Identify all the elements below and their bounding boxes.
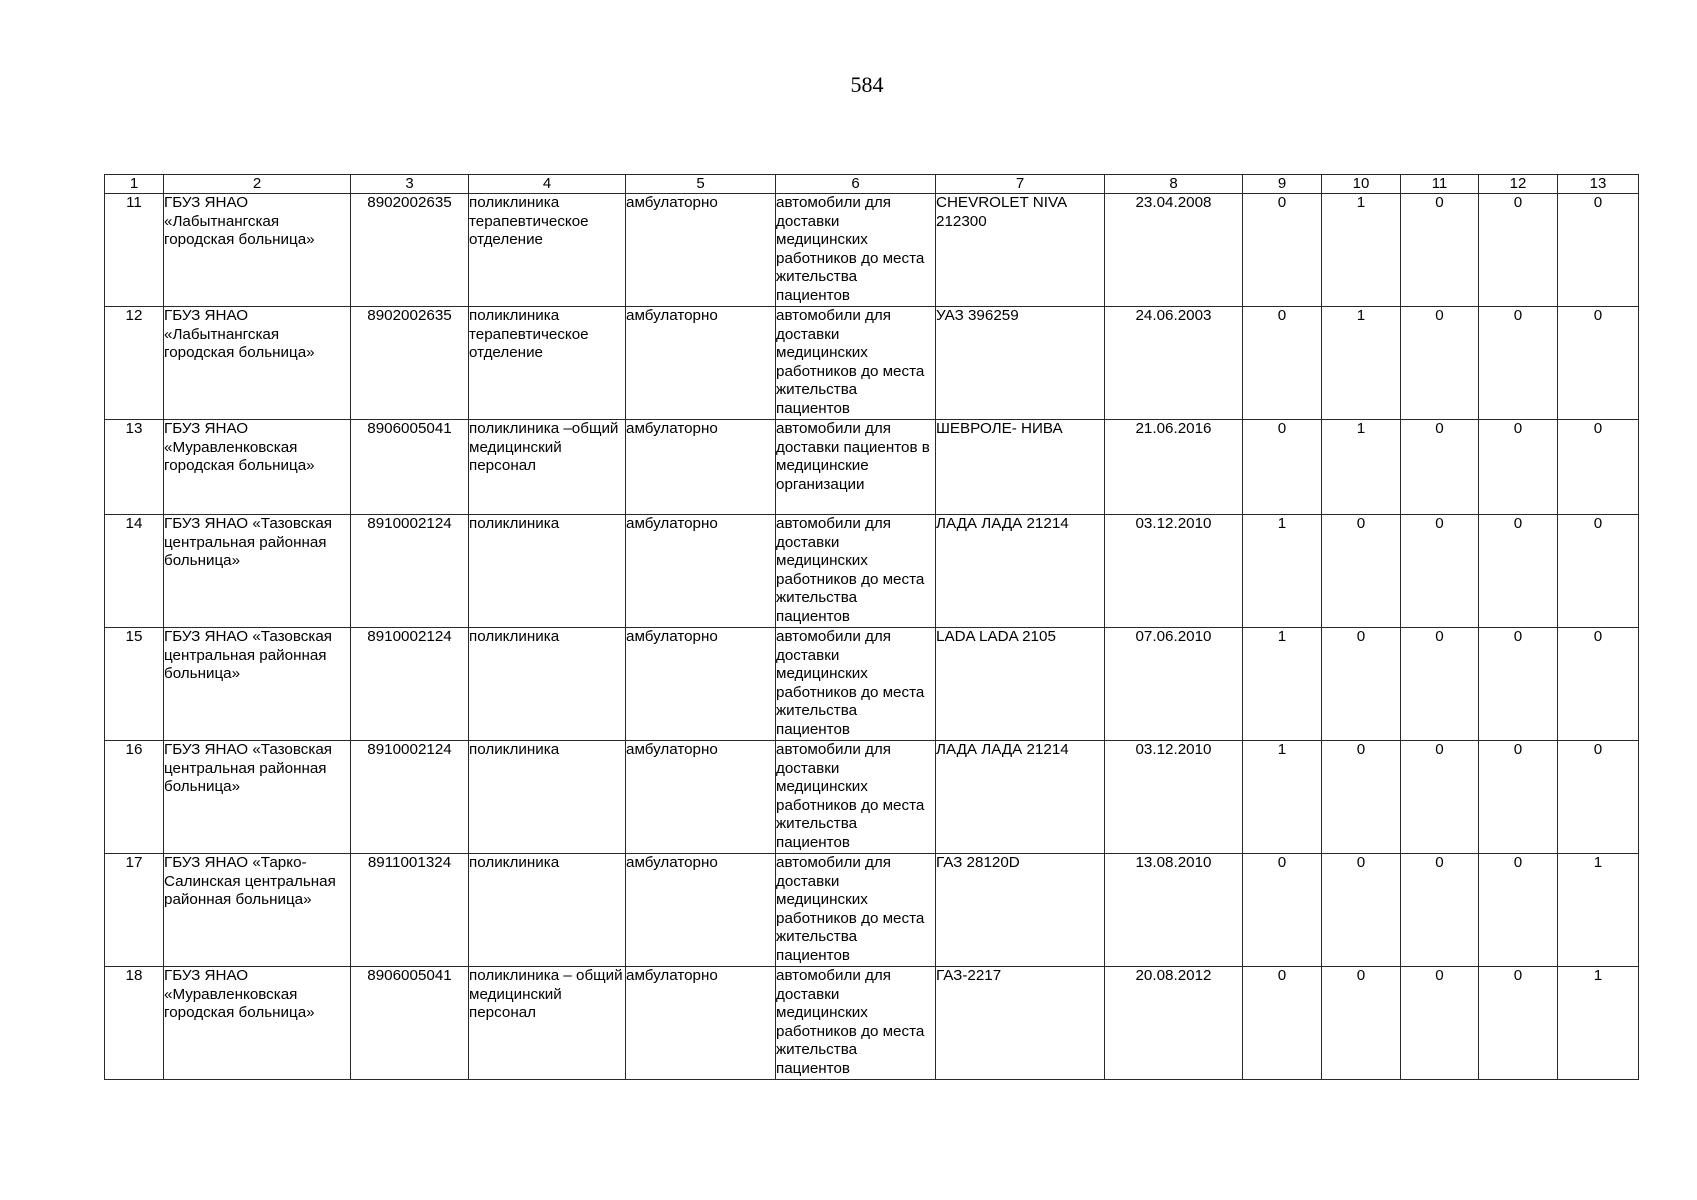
column-header: 2 <box>164 175 351 194</box>
vehicle-cell: ГАЗ-2217 <box>936 967 1105 1080</box>
inn-cell: 8902002635 <box>351 307 469 420</box>
column-header: 7 <box>936 175 1105 194</box>
col13-cell: 0 <box>1558 307 1639 420</box>
col11-cell: 0 <box>1401 515 1479 628</box>
department-cell: поликлиника <box>469 741 626 854</box>
row-number: 13 <box>105 420 164 515</box>
column-header: 11 <box>1401 175 1479 194</box>
col10-cell: 0 <box>1322 854 1401 967</box>
col10-cell: 0 <box>1322 628 1401 741</box>
col11-cell: 0 <box>1401 967 1479 1080</box>
col13-cell: 0 <box>1558 194 1639 307</box>
col9-cell: 1 <box>1243 628 1322 741</box>
col10-cell: 0 <box>1322 741 1401 854</box>
column-header: 10 <box>1322 175 1401 194</box>
header-row <box>105 175 1639 194</box>
vehicle-cell: УАЗ 396259 <box>936 307 1105 420</box>
care-type-cell: амбулаторно <box>626 741 776 854</box>
page-number: 584 <box>850 72 884 97</box>
col9-cell: 0 <box>1243 854 1322 967</box>
organization-cell: ГБУЗ ЯНАО «Тазовская центральная районная больница» <box>164 515 351 628</box>
organization-cell: ГБУЗ ЯНАО «Тазовская центральная районная больница» <box>164 628 351 741</box>
col12-cell: 0 <box>1479 967 1558 1080</box>
inn-cell: 8910002124 <box>351 515 469 628</box>
vehicle-cell: ЛАДА ЛАДА 21214 <box>936 515 1105 628</box>
care-type-cell: амбулаторно <box>626 515 776 628</box>
care-type-cell: амбулаторно <box>626 420 776 515</box>
department-cell: поликлиника –общий медицинский персонал <box>469 420 626 515</box>
row-number: 14 <box>105 515 164 628</box>
organization-cell: ГБУЗ ЯНАО «Муравленковская городская больница» <box>164 967 351 1080</box>
department-cell: поликлиника терапевтическое отделение <box>469 307 626 420</box>
vehicle-cell: CHEVROLET NIVA 212300 <box>936 194 1105 307</box>
column-header: 3 <box>351 175 469 194</box>
organization-cell: ГБУЗ ЯНАО «Муравленковская городская больница» <box>164 420 351 515</box>
date-cell: 03.12.2010 <box>1105 741 1243 854</box>
col9-cell: 1 <box>1243 515 1322 628</box>
table-row <box>105 420 1639 515</box>
inn-cell: 8910002124 <box>351 741 469 854</box>
col13-cell: 1 <box>1558 967 1639 1080</box>
col11-cell: 0 <box>1401 741 1479 854</box>
date-cell: 23.04.2008 <box>1105 194 1243 307</box>
column-header: 4 <box>469 175 626 194</box>
col13-cell: 0 <box>1558 515 1639 628</box>
inn-cell: 8906005041 <box>351 967 469 1080</box>
date-cell: 07.06.2010 <box>1105 628 1243 741</box>
row-number: 11 <box>105 194 164 307</box>
table-row <box>105 515 1639 628</box>
row-number: 18 <box>105 967 164 1080</box>
purpose-cell: автомобили для доставки медицинских работников до места жительства пациентов <box>776 967 936 1080</box>
vehicle-cell: ШЕВРОЛЕ- НИВА <box>936 420 1105 515</box>
organization-cell: ГБУЗ ЯНАО «Тарко-Салинская центральная районная больница» <box>164 854 351 967</box>
col12-cell: 0 <box>1479 741 1558 854</box>
table-row <box>105 967 1639 1080</box>
organization-cell: ГБУЗ ЯНАО «Лабытнангская городская больница» <box>164 307 351 420</box>
row-number: 16 <box>105 741 164 854</box>
column-header: 13 <box>1558 175 1639 194</box>
purpose-cell: автомобили для доставки медицинских работников до места жительства пациентов <box>776 628 936 741</box>
col10-cell: 0 <box>1322 967 1401 1080</box>
col10-cell: 0 <box>1322 515 1401 628</box>
purpose-cell: автомобили для доставки медицинских работников до места жительства пациентов <box>776 194 936 307</box>
inn-cell: 8911001324 <box>351 854 469 967</box>
organization-cell: ГБУЗ ЯНАО «Тазовская центральная районная больница» <box>164 741 351 854</box>
col12-cell: 0 <box>1479 420 1558 515</box>
purpose-cell: автомобили для доставки медицинских работников до места жительства пациентов <box>776 854 936 967</box>
col13-cell: 1 <box>1558 854 1639 967</box>
purpose-cell: автомобили для доставки пациентов в медицинские организации <box>776 420 936 515</box>
col11-cell: 0 <box>1401 628 1479 741</box>
care-type-cell: амбулаторно <box>626 967 776 1080</box>
vehicle-cell: ГАЗ 28120D <box>936 854 1105 967</box>
care-type-cell: амбулаторно <box>626 307 776 420</box>
col11-cell: 0 <box>1401 854 1479 967</box>
care-type-cell: амбулаторно <box>626 628 776 741</box>
col12-cell: 0 <box>1479 307 1558 420</box>
department-cell: поликлиника – общий медицинский персонал <box>469 967 626 1080</box>
col9-cell: 0 <box>1243 420 1322 515</box>
column-header: 8 <box>1105 175 1243 194</box>
vehicle-table <box>104 174 1639 1080</box>
column-header: 6 <box>776 175 936 194</box>
col11-cell: 0 <box>1401 194 1479 307</box>
department-cell: поликлиника <box>469 854 626 967</box>
inn-cell: 8906005041 <box>351 420 469 515</box>
col10-cell: 1 <box>1322 194 1401 307</box>
col12-cell: 0 <box>1479 854 1558 967</box>
table-row <box>105 628 1639 741</box>
column-header: 5 <box>626 175 776 194</box>
inn-cell: 8910002124 <box>351 628 469 741</box>
row-number: 17 <box>105 854 164 967</box>
col11-cell: 0 <box>1401 420 1479 515</box>
col10-cell: 1 <box>1322 307 1401 420</box>
purpose-cell: автомобили для доставки медицинских работников до места жительства пациентов <box>776 515 936 628</box>
col9-cell: 0 <box>1243 194 1322 307</box>
column-header: 9 <box>1243 175 1322 194</box>
row-number: 15 <box>105 628 164 741</box>
col12-cell: 0 <box>1479 515 1558 628</box>
row-number: 12 <box>105 307 164 420</box>
department-cell: поликлиника <box>469 628 626 741</box>
date-cell: 20.08.2012 <box>1105 967 1243 1080</box>
department-cell: поликлиника <box>469 515 626 628</box>
table-row <box>105 854 1639 967</box>
vehicle-cell: ЛАДА ЛАДА 21214 <box>936 741 1105 854</box>
date-cell: 03.12.2010 <box>1105 515 1243 628</box>
date-cell: 13.08.2010 <box>1105 854 1243 967</box>
table-row <box>105 194 1639 307</box>
column-header: 12 <box>1479 175 1558 194</box>
table-row <box>105 307 1639 420</box>
col12-cell: 0 <box>1479 628 1558 741</box>
care-type-cell: амбулаторно <box>626 194 776 307</box>
care-type-cell: амбулаторно <box>626 854 776 967</box>
col13-cell: 0 <box>1558 628 1639 741</box>
table-row <box>105 741 1639 854</box>
column-header: 1 <box>105 175 164 194</box>
col9-cell: 0 <box>1243 307 1322 420</box>
col11-cell: 0 <box>1401 307 1479 420</box>
col9-cell: 1 <box>1243 741 1322 854</box>
inn-cell: 8902002635 <box>351 194 469 307</box>
vehicle-cell: LADA LADA 2105 <box>936 628 1105 741</box>
date-cell: 24.06.2003 <box>1105 307 1243 420</box>
purpose-cell: автомобили для доставки медицинских работников до места жительства пациентов <box>776 307 936 420</box>
col13-cell: 0 <box>1558 420 1639 515</box>
col10-cell: 1 <box>1322 420 1401 515</box>
organization-cell: ГБУЗ ЯНАО «Лабытнангская городская больница» <box>164 194 351 307</box>
purpose-cell: автомобили для доставки медицинских работников до места жительства пациентов <box>776 741 936 854</box>
date-cell: 21.06.2016 <box>1105 420 1243 515</box>
col13-cell: 0 <box>1558 741 1639 854</box>
col9-cell: 0 <box>1243 967 1322 1080</box>
col12-cell: 0 <box>1479 194 1558 307</box>
department-cell: поликлиника терапевтическое отделение <box>469 194 626 307</box>
